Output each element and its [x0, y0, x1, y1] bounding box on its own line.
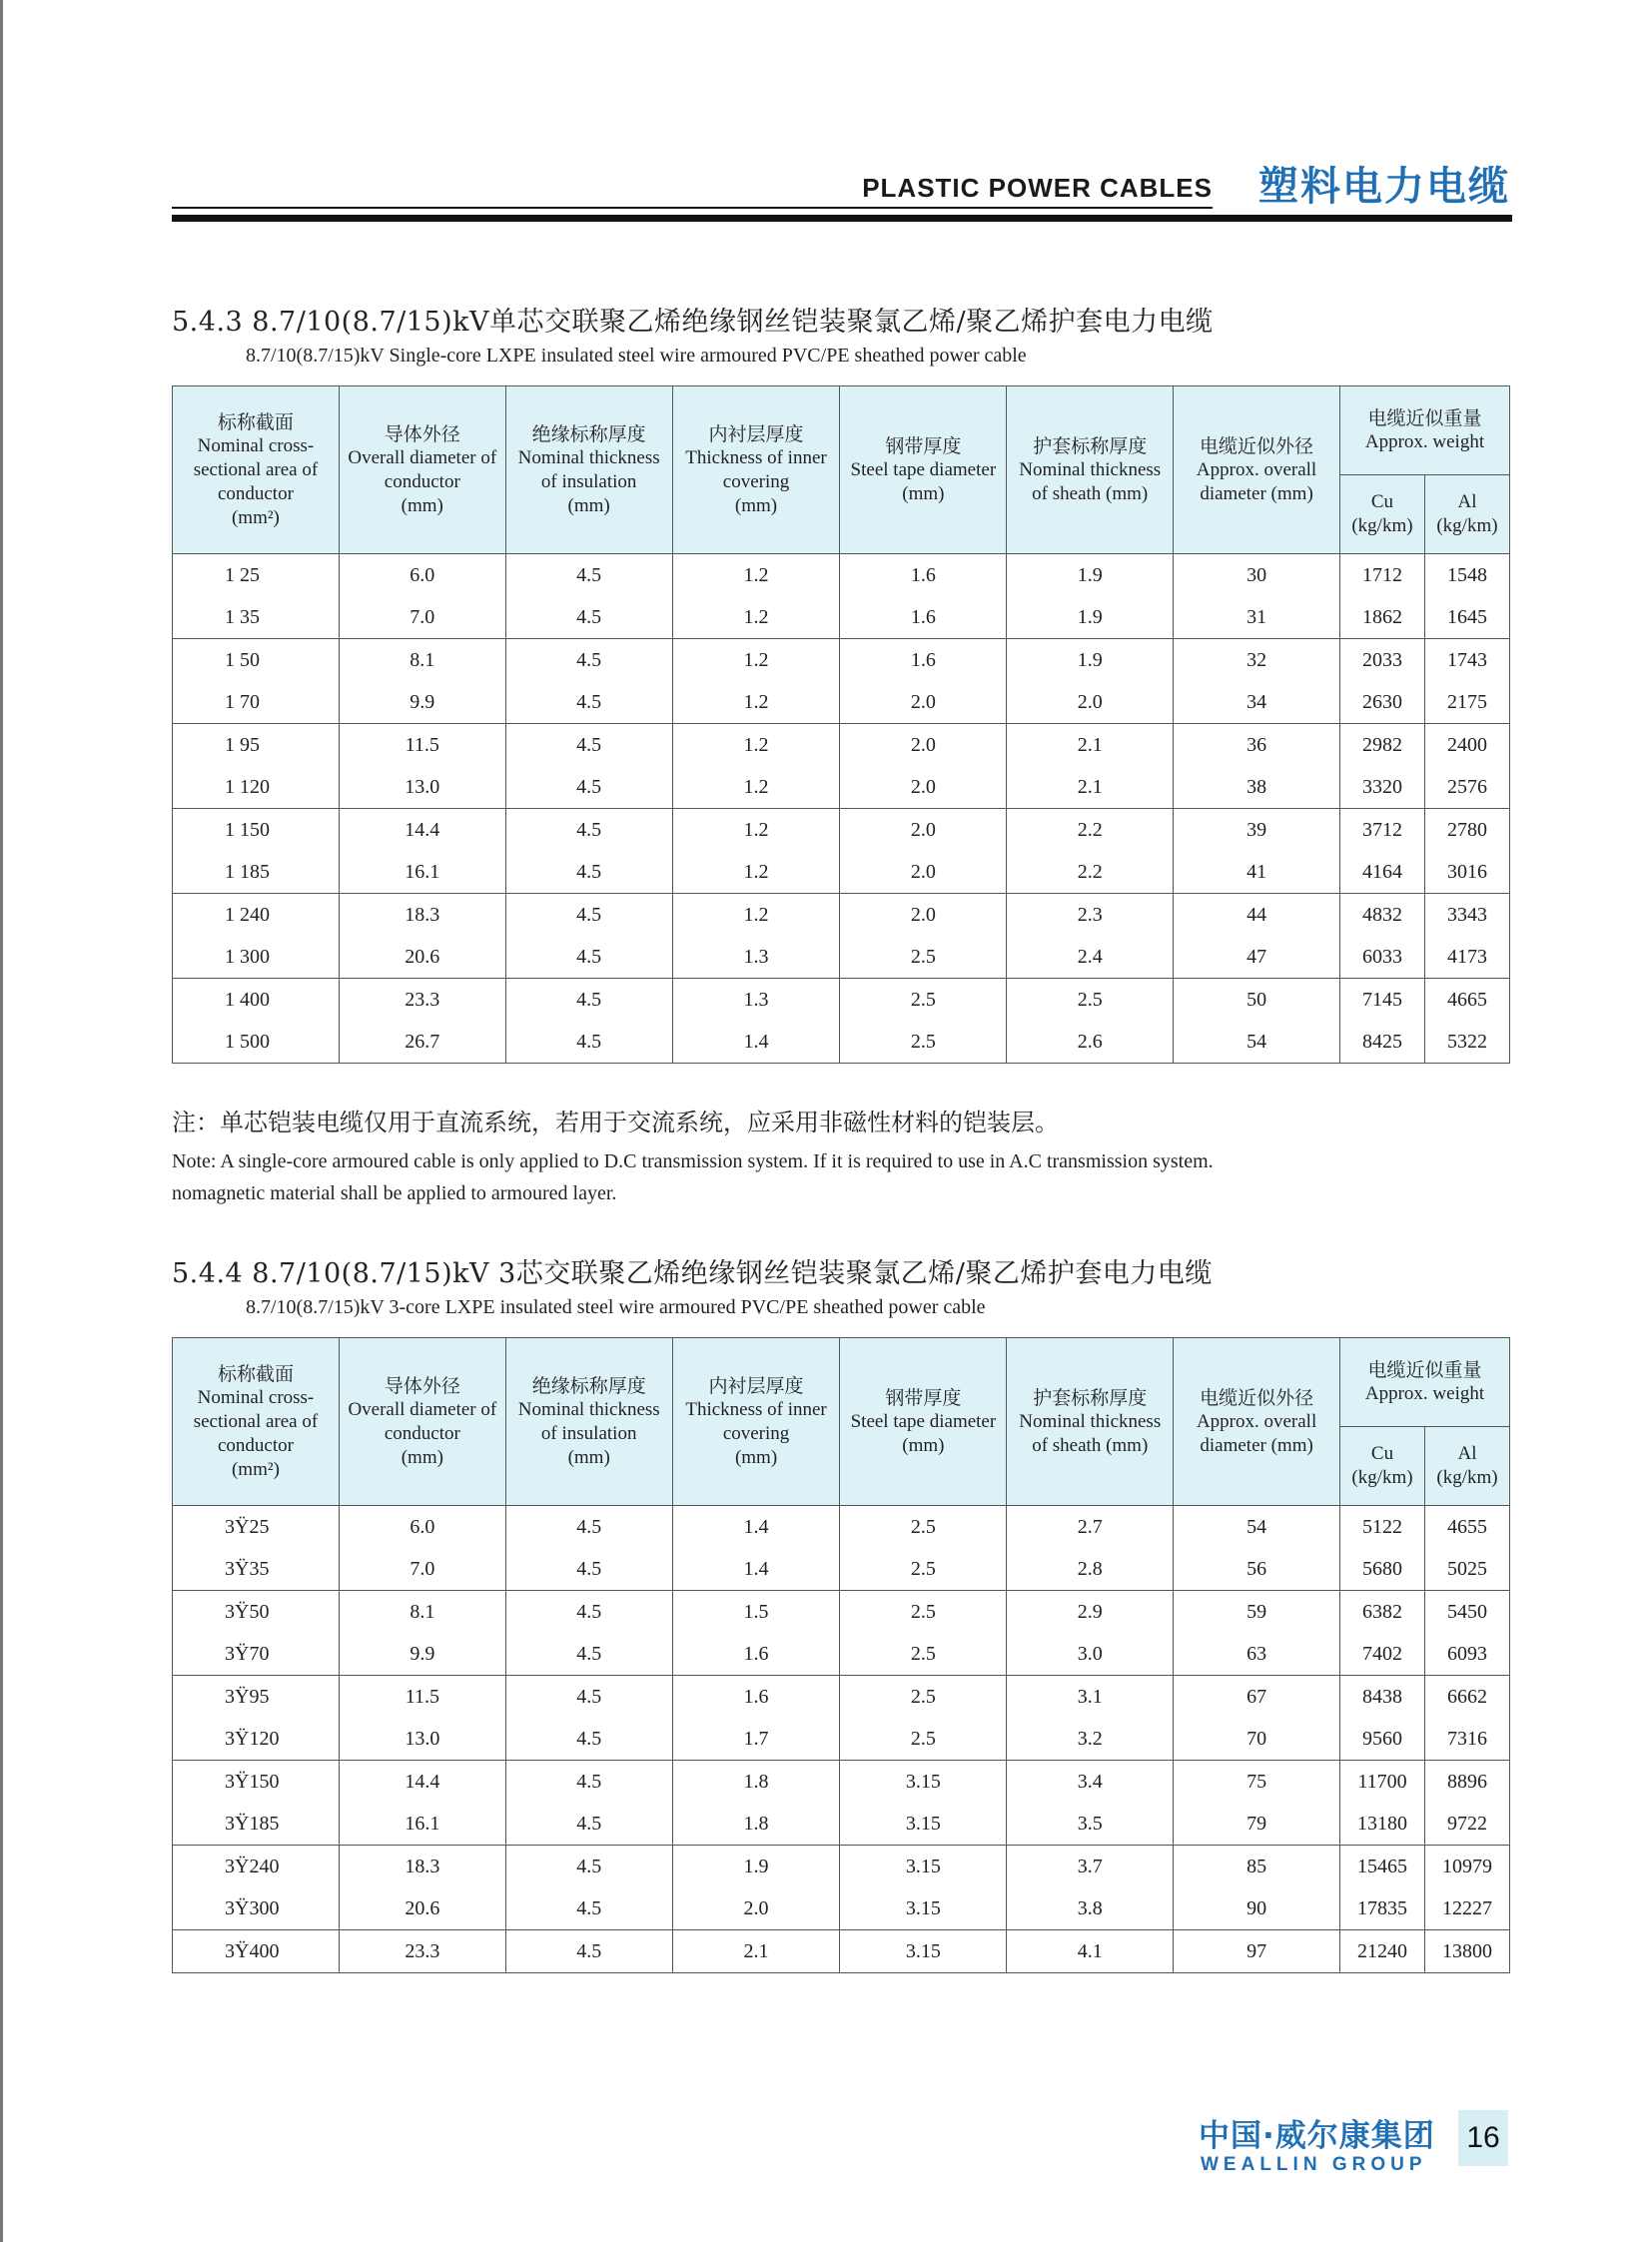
- col-header-weight: 电缆近似重量 Approx. weight: [1339, 386, 1509, 475]
- table-cell: 2.5: [840, 1633, 1007, 1676]
- table-cell: 2.5: [840, 1506, 1007, 1549]
- table-cell: 1 300: [173, 936, 340, 979]
- col-header-cu: Cu (kg/km): [1339, 475, 1424, 554]
- table-cell: 13.0: [339, 1718, 505, 1761]
- table-row: [173, 894, 1510, 937]
- col-header-inner-covering: 内衬层厚度 Thickness of inner covering (mm): [672, 1338, 840, 1506]
- header-rule-thick: [172, 215, 1512, 222]
- table-cell: 1 95: [173, 724, 340, 767]
- table-cell: 2033: [1339, 639, 1424, 682]
- table-body: [173, 1506, 1510, 1973]
- table-row: [173, 724, 1510, 767]
- table-cell: 1.6: [672, 1633, 840, 1676]
- table-cell: 6382: [1340, 1591, 1425, 1634]
- table-cell: 38: [1174, 766, 1340, 809]
- table-cell: 2.4: [1007, 936, 1174, 979]
- table-cell: 5680: [1340, 1548, 1425, 1591]
- table-cell: 8896: [1424, 1761, 1509, 1804]
- table-cell: 1.2: [672, 639, 840, 682]
- table-cell: 23.3: [339, 1930, 505, 1973]
- table-cell: 1743: [1424, 639, 1509, 682]
- table-cell: 63: [1174, 1633, 1340, 1676]
- table-cell: 1.4: [672, 1548, 840, 1591]
- table-cell: 44: [1174, 894, 1340, 937]
- table-cell: 1.6: [840, 596, 1007, 639]
- table-cell: 2.5: [840, 1718, 1007, 1761]
- table-cell: 1.2: [672, 894, 840, 937]
- table-row: [173, 1506, 1510, 1549]
- spec-table-3-core: [172, 1337, 1510, 1973]
- table-cell: 3712: [1339, 809, 1424, 852]
- table-cell: 4.5: [505, 724, 672, 767]
- table-cell: 3Ÿ120: [173, 1718, 340, 1761]
- table-cell: 4832: [1339, 894, 1424, 937]
- table-cell: 9560: [1340, 1718, 1425, 1761]
- table-cell: 2.1: [1007, 724, 1174, 767]
- table-cell: 36: [1174, 724, 1340, 767]
- table-cell: 8.1: [339, 1591, 505, 1634]
- table-cell: 2.2: [1007, 851, 1174, 894]
- table-cell: 1 500: [173, 1021, 340, 1064]
- table-cell: 2.8: [1007, 1548, 1174, 1591]
- table-cell: 9.9: [339, 1633, 505, 1676]
- table-cell: 2.5: [840, 1591, 1007, 1634]
- table-cell: 2.0: [672, 1887, 840, 1930]
- table-cell: 9722: [1424, 1803, 1509, 1846]
- col-header-area: 标称截面 Nominal cross-sectional area of conductor (mm²): [173, 386, 340, 554]
- armour-note: [172, 1103, 1510, 1209]
- table-cell: 1 35: [173, 596, 340, 639]
- section-543: [172, 300, 1510, 1064]
- table-cell: 2.3: [1007, 894, 1174, 937]
- table-cell: 4.5: [505, 1887, 672, 1930]
- table-cell: 7402: [1340, 1633, 1425, 1676]
- table-cell: 3320: [1339, 766, 1424, 809]
- table-cell: 1 150: [173, 809, 340, 852]
- table-cell: 3.15: [840, 1930, 1007, 1973]
- table-cell: 4.5: [505, 1633, 672, 1676]
- table-cell: 3Ÿ35: [173, 1548, 340, 1591]
- table-cell: 4.5: [505, 1548, 672, 1591]
- table-cell: 3.4: [1007, 1761, 1174, 1804]
- table-cell: 3343: [1424, 894, 1509, 937]
- col-header-inner-covering: 内衬层厚度 Thickness of inner covering (mm): [672, 386, 840, 554]
- table-row: [173, 681, 1510, 724]
- table-cell: 7.0: [339, 596, 505, 639]
- company-logo-en: WEALLIN GROUP: [1201, 2154, 1427, 2175]
- table-cell: 7145: [1339, 979, 1424, 1022]
- table-cell: 41: [1174, 851, 1340, 894]
- table-cell: 9.9: [339, 681, 505, 724]
- table-cell: 4.1: [1007, 1930, 1174, 1973]
- table-cell: 13180: [1340, 1803, 1425, 1846]
- table-cell: 1.9: [672, 1846, 840, 1888]
- table-cell: 1 25: [173, 554, 340, 597]
- table-cell: 3016: [1424, 851, 1509, 894]
- table-cell: 2.0: [1007, 681, 1174, 724]
- table-cell: 2630: [1339, 681, 1424, 724]
- table-row: [173, 1633, 1510, 1676]
- table-cell: 4.5: [505, 1761, 672, 1804]
- table-body: [173, 554, 1510, 1064]
- section-title: 5.4.4 8.7/10(8.7/15)kV 3芯交联聚乙烯绝缘钢丝铠装聚氯乙烯/聚乙烯护套电力电缆: [172, 1258, 1213, 1289]
- section-title: 5.4.3 8.7/10(8.7/15)kV单芯交联聚乙烯绝缘钢丝铠装聚氯乙烯/聚乙烯护套电力电缆: [172, 307, 1214, 338]
- note-cn: 注：单芯铠装电缆仅用于直流系统，若用于交流系统，应采用非磁性材料的铠装层。: [172, 1109, 1059, 1136]
- table-cell: 3.15: [840, 1803, 1007, 1846]
- table-cell: 1 185: [173, 851, 340, 894]
- table-row: [173, 1718, 1510, 1761]
- table-cell: 10979: [1424, 1846, 1509, 1888]
- table-cell: 4.5: [505, 1846, 672, 1888]
- table-cell: 4.5: [505, 596, 672, 639]
- table-cell: 3.2: [1007, 1718, 1174, 1761]
- table-row: [173, 936, 1510, 979]
- table-cell: 2.0: [840, 894, 1007, 937]
- table-cell: 1 240: [173, 894, 340, 937]
- table-cell: 16.1: [339, 1803, 505, 1846]
- table-cell: 3.7: [1007, 1846, 1174, 1888]
- table-cell: 20.6: [339, 1887, 505, 1930]
- table-cell: 70: [1174, 1718, 1340, 1761]
- table-cell: 1.2: [672, 766, 840, 809]
- table-cell: 2.2: [1007, 809, 1174, 852]
- table-cell: 4.5: [505, 639, 672, 682]
- table-cell: 6.0: [339, 554, 505, 597]
- table-cell: 6.0: [339, 1506, 505, 1549]
- table-cell: 1.9: [1007, 596, 1174, 639]
- table-cell: 1.2: [672, 809, 840, 852]
- table-cell: 1.8: [672, 1761, 840, 1804]
- table-cell: 39: [1174, 809, 1340, 852]
- table-cell: 32: [1174, 639, 1340, 682]
- table-cell: 4.5: [505, 1591, 672, 1634]
- col-header-overall-diameter: 电缆近似外径 Approx. overall diameter (mm): [1174, 1338, 1340, 1506]
- table-cell: 18.3: [339, 1846, 505, 1888]
- header-title-en: PLASTIC POWER CABLES: [862, 173, 1213, 203]
- table-row: [173, 1887, 1510, 1930]
- table-cell: 18.3: [339, 894, 505, 937]
- table-cell: 1 400: [173, 979, 340, 1022]
- table-cell: 2.0: [840, 681, 1007, 724]
- table-cell: 2.5: [840, 1676, 1007, 1719]
- table-cell: 3.5: [1007, 1803, 1174, 1846]
- table-cell: 1.4: [672, 1021, 840, 1064]
- table-cell: 4655: [1424, 1506, 1509, 1549]
- table-cell: 2400: [1424, 724, 1509, 767]
- table-cell: 54: [1174, 1506, 1340, 1549]
- col-header-steel-tape: 钢带厚度 Steel tape diameter (mm): [840, 1338, 1007, 1506]
- table-cell: 11.5: [339, 1676, 505, 1719]
- table-cell: 2175: [1424, 681, 1509, 724]
- table-cell: 1862: [1339, 596, 1424, 639]
- table-cell: 21240: [1340, 1930, 1425, 1973]
- table-cell: 4.5: [505, 766, 672, 809]
- table-cell: 3.15: [840, 1846, 1007, 1888]
- table-cell: 75: [1174, 1761, 1340, 1804]
- table-cell: 30: [1174, 554, 1340, 597]
- table-cell: 14.4: [339, 809, 505, 852]
- table-cell: 12227: [1424, 1887, 1509, 1930]
- col-header-cu: Cu (kg/km): [1340, 1427, 1425, 1506]
- table-cell: 16.1: [339, 851, 505, 894]
- table-cell: 1548: [1424, 554, 1509, 597]
- table-cell: 11.5: [339, 724, 505, 767]
- table-cell: 2.0: [840, 809, 1007, 852]
- table-cell: 4.5: [505, 1506, 672, 1549]
- table-cell: 1 120: [173, 766, 340, 809]
- table-row: [173, 1930, 1510, 1973]
- table-cell: 1.4: [672, 1506, 840, 1549]
- table-cell: 14.4: [339, 1761, 505, 1804]
- table-cell: 1.3: [672, 936, 840, 979]
- table-cell: 8.1: [339, 639, 505, 682]
- table-cell: 26.7: [339, 1021, 505, 1064]
- table-row: [173, 639, 1510, 682]
- table-cell: 4.5: [505, 554, 672, 597]
- table-cell: 3Ÿ400: [173, 1930, 340, 1973]
- table-cell: 5322: [1424, 1021, 1509, 1064]
- col-header-conductor-diameter: 导体外径 Overall diameter of conductor (mm): [339, 386, 505, 554]
- table-cell: 1.6: [840, 639, 1007, 682]
- table-row: [173, 596, 1510, 639]
- table-cell: 2.6: [1007, 1021, 1174, 1064]
- table-cell: 3.1: [1007, 1676, 1174, 1719]
- table-cell: 1645: [1424, 596, 1509, 639]
- table-cell: 1 70: [173, 681, 340, 724]
- table-cell: 2.5: [840, 936, 1007, 979]
- table-cell: 6662: [1424, 1676, 1509, 1719]
- col-header-sheath-thickness: 护套标称厚度 Nominal thickness of sheath (mm): [1007, 386, 1174, 554]
- table-cell: 2576: [1424, 766, 1509, 809]
- table-cell: 50: [1174, 979, 1340, 1022]
- table-cell: 1.7: [672, 1718, 840, 1761]
- table-cell: 13800: [1424, 1930, 1509, 1973]
- table-cell: 3Ÿ300: [173, 1887, 340, 1930]
- table-cell: 3Ÿ150: [173, 1761, 340, 1804]
- table-cell: 4.5: [505, 1021, 672, 1064]
- table-cell: 1.9: [1007, 554, 1174, 597]
- table-cell: 3Ÿ70: [173, 1633, 340, 1676]
- table-cell: 2780: [1424, 809, 1509, 852]
- table-row: [173, 554, 1510, 597]
- table-cell: 2.1: [1007, 766, 1174, 809]
- header-rule-thin: [172, 207, 1213, 209]
- table-cell: 2.9: [1007, 1591, 1174, 1634]
- note-en: Note: A single-core armoured cable is only applied to D.C transmission system. If it is required to use in A.C transmission system. nomagnetic material shall be applied to armoured layer.: [172, 1150, 1214, 1204]
- table-cell: 1.6: [840, 554, 1007, 597]
- table-cell: 4164: [1339, 851, 1424, 894]
- table-cell: 1.2: [672, 554, 840, 597]
- table-cell: 23.3: [339, 979, 505, 1022]
- table-cell: 13.0: [339, 766, 505, 809]
- table-cell: 85: [1174, 1846, 1340, 1888]
- table-row: [173, 1548, 1510, 1591]
- table-cell: 4.5: [505, 1676, 672, 1719]
- table-row: [173, 979, 1510, 1022]
- table-cell: 3Ÿ95: [173, 1676, 340, 1719]
- table-cell: 2982: [1339, 724, 1424, 767]
- table-cell: 3.8: [1007, 1887, 1174, 1930]
- table-cell: 2.0: [840, 724, 1007, 767]
- table-cell: 2.5: [840, 979, 1007, 1022]
- page-footer: [1197, 2102, 1500, 2192]
- table-cell: 1.2: [672, 851, 840, 894]
- table-cell: 8438: [1340, 1676, 1425, 1719]
- table-cell: 4.5: [505, 979, 672, 1022]
- table-cell: 1.3: [672, 979, 840, 1022]
- section-subtitle: 8.7/10(8.7/15)kV Single-core LXPE insulated steel wire armoured PVC/PE sheathed power cable: [246, 345, 1027, 367]
- table-cell: 79: [1174, 1803, 1340, 1846]
- section-subtitle: 8.7/10(8.7/15)kV 3-core LXPE insulated steel wire armoured PVC/PE sheathed power cable: [246, 1296, 986, 1318]
- table-row: [173, 1591, 1510, 1634]
- table-row: [173, 1846, 1510, 1888]
- table-cell: 4.5: [505, 809, 672, 852]
- table-cell: 5122: [1340, 1506, 1425, 1549]
- table-cell: 67: [1174, 1676, 1340, 1719]
- table-cell: 20.6: [339, 936, 505, 979]
- table-cell: 1.2: [672, 724, 840, 767]
- col-header-weight: 电缆近似重量 Approx. weight: [1340, 1338, 1510, 1427]
- page-header: [172, 155, 1512, 235]
- table-cell: 2.7: [1007, 1506, 1174, 1549]
- table-cell: 47: [1174, 936, 1340, 979]
- table-cell: 17835: [1340, 1887, 1425, 1930]
- col-header-al: Al (kg/km): [1424, 475, 1509, 554]
- table-cell: 3Ÿ25: [173, 1506, 340, 1549]
- table-cell: 2.5: [840, 1021, 1007, 1064]
- table-cell: 2.0: [840, 766, 1007, 809]
- table-cell: 6093: [1424, 1633, 1509, 1676]
- table-row: [173, 1761, 1510, 1804]
- table-cell: 3Ÿ50: [173, 1591, 340, 1634]
- table-cell: 3.0: [1007, 1633, 1174, 1676]
- table-row: [173, 766, 1510, 809]
- table-cell: 4665: [1424, 979, 1509, 1022]
- table-cell: 1.8: [672, 1803, 840, 1846]
- table-cell: 31: [1174, 596, 1340, 639]
- table-row: [173, 1676, 1510, 1719]
- col-header-steel-tape: 钢带厚度 Steel tape diameter (mm): [840, 386, 1007, 554]
- table-cell: 4.5: [505, 1930, 672, 1973]
- company-logo-cn: 中国·威尔康集团: [1199, 2118, 1435, 2154]
- table-row: [173, 809, 1510, 852]
- table-cell: 5450: [1424, 1591, 1509, 1634]
- table-cell: 1.2: [672, 681, 840, 724]
- col-header-overall-diameter: 电缆近似外径 Approx. overall diameter (mm): [1174, 386, 1340, 554]
- table-cell: 90: [1174, 1887, 1340, 1930]
- section-544: [172, 1251, 1510, 1973]
- table-cell: 54: [1174, 1021, 1340, 1064]
- table-cell: 8425: [1339, 1021, 1424, 1064]
- table-cell: 97: [1174, 1930, 1340, 1973]
- table-cell: 2.5: [1007, 979, 1174, 1022]
- table-cell: 7.0: [339, 1548, 505, 1591]
- table-cell: 59: [1174, 1591, 1340, 1634]
- col-header-insulation-thickness: 绝缘标称厚度 Nominal thickness of insulation (mm): [505, 1338, 672, 1506]
- spec-table-single-core: [172, 385, 1510, 1064]
- table-cell: 1.6: [672, 1676, 840, 1719]
- table-row: [173, 1021, 1510, 1064]
- table-cell: 4.5: [505, 1718, 672, 1761]
- table-cell: 3Ÿ240: [173, 1846, 340, 1888]
- table-cell: 4.5: [505, 681, 672, 724]
- table-cell: 2.1: [672, 1930, 840, 1973]
- table-cell: 1.5: [672, 1591, 840, 1634]
- table-cell: 4173: [1424, 936, 1509, 979]
- page-number: 16: [1458, 2110, 1508, 2166]
- table-cell: 2.0: [840, 851, 1007, 894]
- table-cell: 56: [1174, 1548, 1340, 1591]
- table-cell: 4.5: [505, 851, 672, 894]
- col-header-area: 标称截面 Nominal cross-sectional area of conductor (mm²): [173, 1338, 340, 1506]
- col-header-sheath-thickness: 护套标称厚度 Nominal thickness of sheath (mm): [1007, 1338, 1174, 1506]
- table-cell: 11700: [1340, 1761, 1425, 1804]
- table-cell: 3.15: [840, 1887, 1007, 1930]
- table-cell: 7316: [1424, 1718, 1509, 1761]
- col-header-insulation-thickness: 绝缘标称厚度 Nominal thickness of insulation (mm): [505, 386, 672, 554]
- table-row: [173, 1803, 1510, 1846]
- table-cell: 1.9: [1007, 639, 1174, 682]
- col-header-al: Al (kg/km): [1424, 1427, 1509, 1506]
- table-cell: 2.5: [840, 1548, 1007, 1591]
- page-border: [0, 0, 3, 2242]
- table-cell: 1712: [1339, 554, 1424, 597]
- table-cell: 4.5: [505, 936, 672, 979]
- table-cell: 5025: [1424, 1548, 1509, 1591]
- table-row: [173, 851, 1510, 894]
- table-cell: 6033: [1339, 936, 1424, 979]
- table-cell: 1 50: [173, 639, 340, 682]
- table-cell: 4.5: [505, 1803, 672, 1846]
- col-header-conductor-diameter: 导体外径 Overall diameter of conductor (mm): [339, 1338, 505, 1506]
- table-cell: 3Ÿ185: [173, 1803, 340, 1846]
- table-cell: 15465: [1340, 1846, 1425, 1888]
- table-cell: 34: [1174, 681, 1340, 724]
- table-cell: 4.5: [505, 894, 672, 937]
- table-cell: 1.2: [672, 596, 840, 639]
- header-title-cn: 塑料电力电缆: [1258, 164, 1510, 210]
- table-cell: 3.15: [840, 1761, 1007, 1804]
